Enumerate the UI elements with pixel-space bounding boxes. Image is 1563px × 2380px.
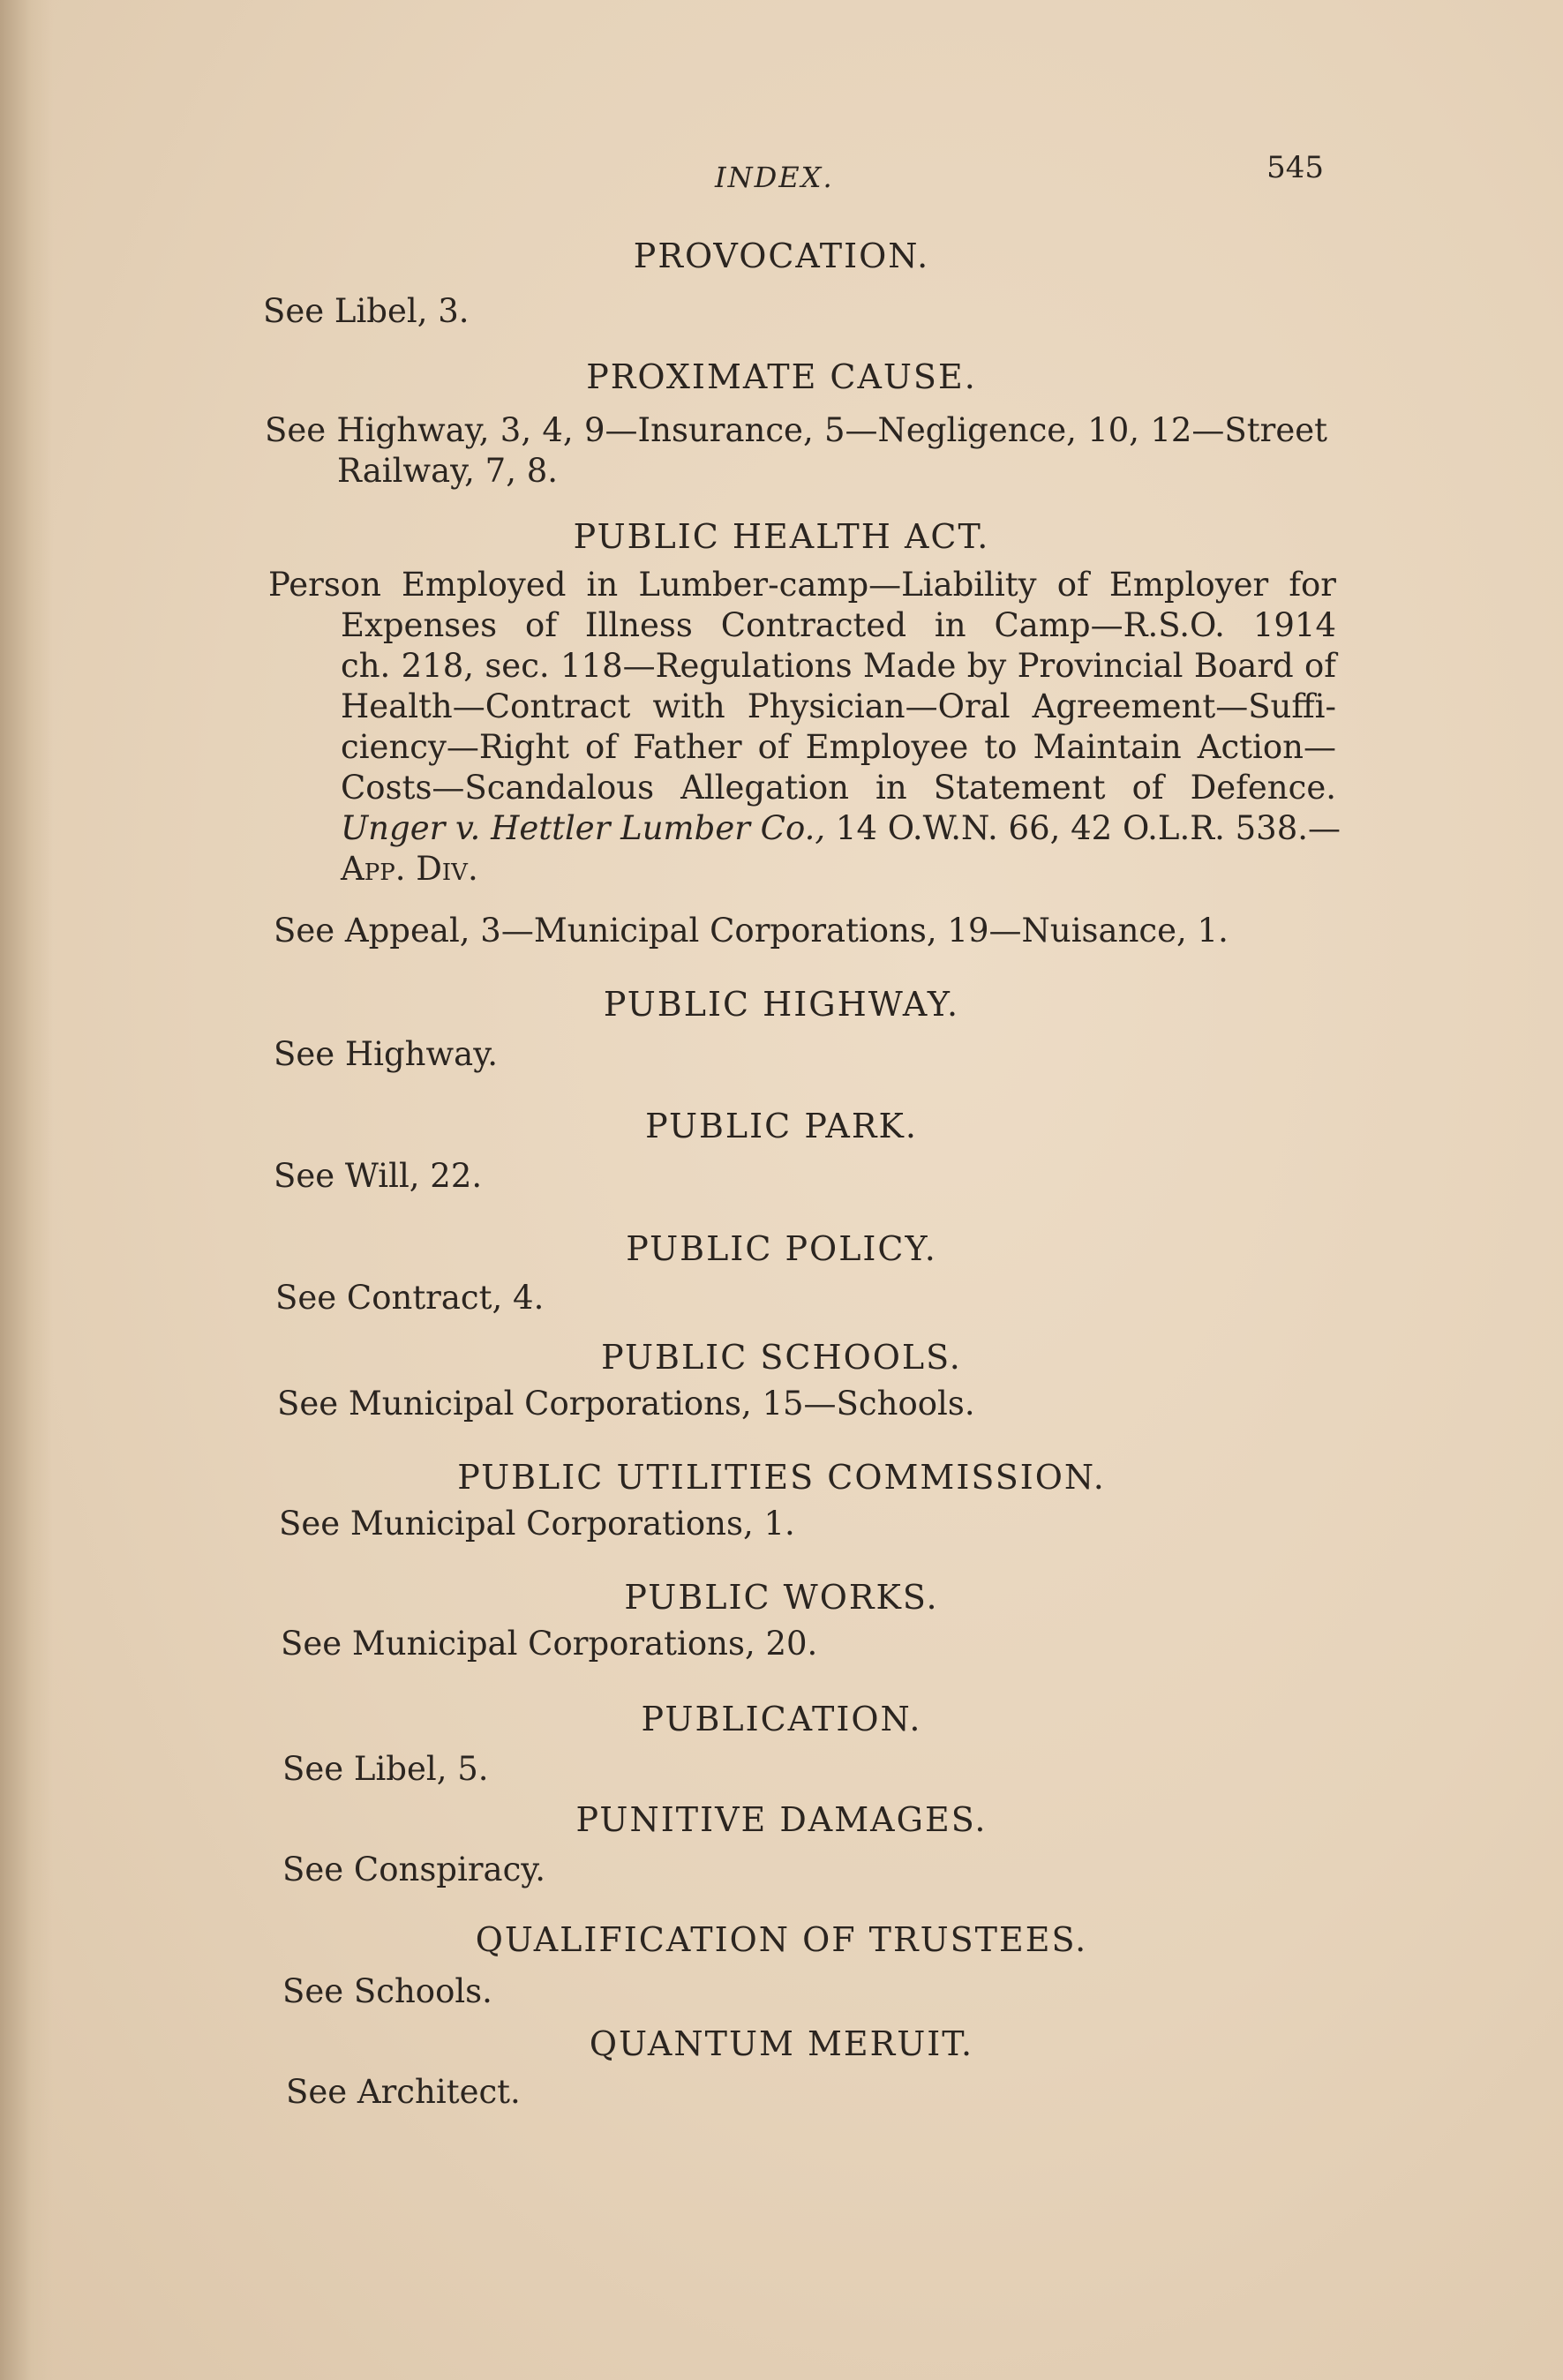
heading-public-policy: PUBLIC POLICY. [626,1229,937,1268]
case-name: Unger v. Hettler Lumber Co., [341,809,826,847]
see-reference-continued: Railway, 7, 8. [337,452,559,490]
see-reference: See Libel, 3. [263,292,470,330]
heading-provocation: PROVOCATION. [633,236,930,275]
entry-line: Person Employed in Lumber-camp—Liability of Employer for [268,566,1336,604]
court: App. Div. [341,850,478,888]
heading-public-park: PUBLIC PARK. [645,1107,918,1145]
see-reference: See Schools. [282,1972,492,2010]
heading-public-schools: PUBLIC SCHOOLS. [601,1338,962,1377]
running-head: INDEX. [715,161,834,194]
entry-line: Costs—Scandalous Allegation in Statement of Defence. [341,769,1336,807]
heading-punitive-damages: PUNITIVE DAMAGES. [575,1800,988,1839]
citation: 14 O.W.N. 66, 42 O.L.R. 538.— [835,809,1341,847]
heading-proximate-cause: PROXIMATE CAUSE. [586,357,977,396]
heading-public-works: PUBLIC WORKS. [624,1578,939,1617]
page-number: 545 [1266,150,1324,185]
entry-line: Health—Contract with Physician—Oral Agreement—Suffi- [341,687,1336,725]
see-reference: See Municipal Corporations, 20. [281,1625,818,1663]
see-reference: See Will, 22. [274,1157,483,1195]
see-reference: See Municipal Corporations, 15—Schools. [277,1385,975,1423]
see-reference: See Municipal Corporations, 1. [279,1505,795,1543]
case-citation-line [268,808,1341,849]
see-reference: See Contract, 4. [275,1279,545,1317]
heading-public-highway: PUBLIC HIGHWAY. [603,985,960,1024]
entry-line: Expenses of Illness Contracted in Camp—R.S.O. 1914 [341,606,1336,644]
entry-line: ch. 218, sec. 118—Regulations Made by Provincial Board of [341,647,1336,685]
heading-public-health-act: PUBLIC HEALTH ACT. [573,517,990,556]
digest-entry [268,565,1341,890]
see-reference: See Architect. [286,2073,521,2111]
heading-quantum-meruit: QUANTUM MERUIT. [589,2024,974,2063]
page-header [265,150,1324,203]
see-reference: See Appeal, 3—Municipal Corporations, 19—Nuisance, 1. [274,912,1229,950]
see-reference: See Conspiracy. [282,1851,546,1888]
entry-line: ciency—Right of Father of Employee to Maintain Action— [341,728,1336,766]
heading-qualification-of-trustees: QUALIFICATION OF TRUSTEES. [475,1920,1088,1959]
heading-publication: PUBLICATION. [641,1700,922,1738]
see-reference: See Highway, 3, 4, 9—Insurance, 5—Negligence, 10, 12—Street [265,411,1327,449]
see-reference: See Libel, 5. [282,1750,489,1788]
heading-public-utilities-commission: PUBLIC UTILITIES COMMISSION. [457,1458,1106,1497]
see-reference: See Highway. [274,1035,498,1073]
